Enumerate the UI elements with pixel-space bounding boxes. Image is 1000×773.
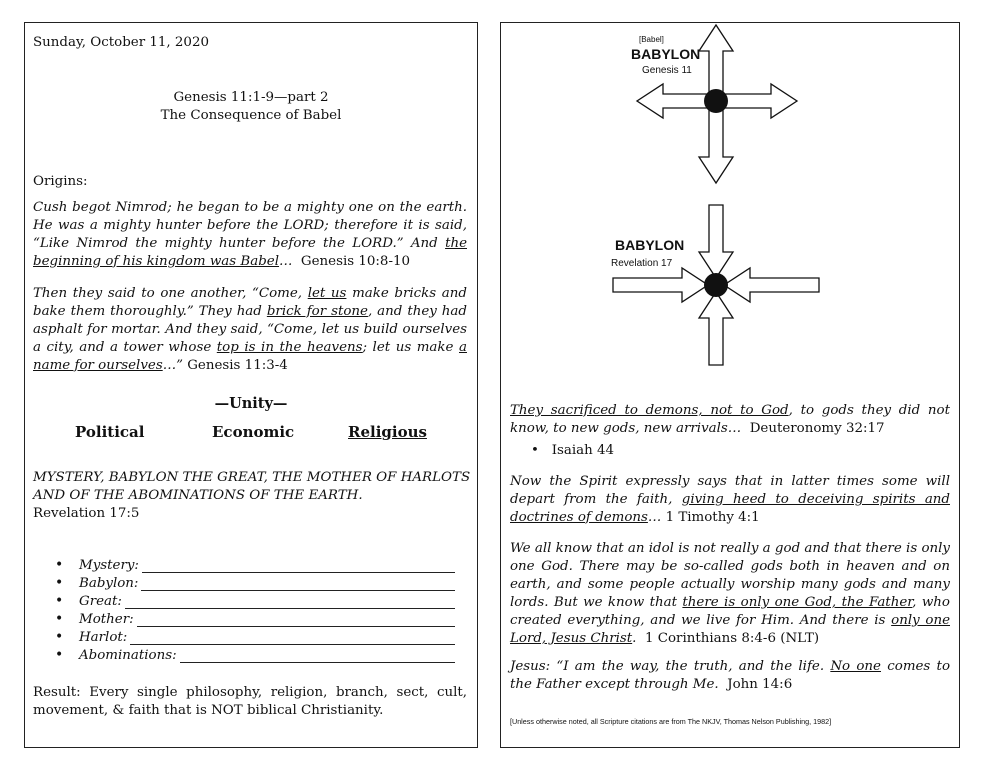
mystery-quote: MYSTERY, BABYLON THE GREAT, THE MOTHER OF HARLOTS AND OF THE ABOMINATIONS OF THE EARTH. <box>33 470 471 503</box>
sermon-title <box>25 89 477 125</box>
quote-text: Now the Spirit expressly says that in latter times some will depart from the faith, <box>510 474 950 507</box>
quote-underlined: let us <box>307 286 347 301</box>
scripture-ref: Genesis 10:8-10 <box>300 254 411 269</box>
corinthians-quote <box>510 540 950 648</box>
origins-quote-1 <box>33 199 467 271</box>
mystery-ref: Revelation 17:5 <box>33 506 140 521</box>
fill-in-label: Babylon: <box>79 576 139 591</box>
quote-underlined: brick for stone <box>266 304 368 319</box>
quote-underlined: giving heed to deceiving spirits and doctrines of demons <box>510 492 950 525</box>
unity-heading: —Unity— <box>214 395 288 412</box>
quote-text: , and they had asphalt for mortar. And they said, “Come, let us build ourselves a city, and a tower whose <box>33 304 467 355</box>
fill-in-label: Harlot: <box>79 630 128 645</box>
category-political: Political <box>75 423 145 441</box>
result-statement: Result: Every single philosophy, religion, branch, sect, cult, movement, & faith that is NOT biblical Christianity. <box>33 685 467 718</box>
fill-in-label: Mother: <box>79 612 134 627</box>
right-page <box>500 22 960 748</box>
scripture-ref: Genesis 11:3-4 <box>187 358 288 373</box>
quote-text: Then they said to one another, “Come, <box>33 286 308 301</box>
bullet-icon: • <box>55 593 64 609</box>
diagram1-title: BABYLON <box>631 46 701 62</box>
center-dot-icon <box>704 273 728 297</box>
bullet-icon: • <box>55 629 64 645</box>
quote-text: … <box>279 254 293 269</box>
quote-underlined: top is in the heavens <box>216 340 363 355</box>
quote-text: make bricks and bake them thoroughly.” They had <box>33 286 467 319</box>
origins-quote-2 <box>33 285 467 375</box>
fill-in-blank[interactable] <box>180 648 455 663</box>
arrow-right-inward-icon <box>613 268 708 302</box>
arrow-left-inward-icon <box>724 268 819 302</box>
babylon-diagram <box>501 23 959 393</box>
title-subtitle: The Consequence of Babel <box>160 108 342 123</box>
category-economic: Economic <box>212 423 295 441</box>
arrow-right-icon <box>724 84 797 118</box>
quote-text: , to gods they did not know, to new gods, new arrivals… <box>510 403 950 436</box>
fill-in-blank[interactable] <box>141 576 455 591</box>
quote-underlined: the beginning of his kingdom was Babel <box>33 236 467 269</box>
quote-text: Cush begot Nimrod; he began to be a mighty one on the earth. He was a mighty hunter before the LORD; therefore it is said, “Like Nimrod the mighty hunter before the LORD.” And <box>33 200 467 251</box>
fill-in-list <box>55 555 455 663</box>
diagram1-babel-label: [Babel] <box>639 35 664 44</box>
fill-in-item <box>55 573 455 591</box>
scripture-ref: Deuteronomy 32:17 <box>749 421 885 436</box>
center-dot-icon <box>704 89 728 113</box>
john-quote <box>510 658 950 694</box>
quote-text: …” <box>162 358 183 373</box>
bullet-icon: • <box>55 557 64 573</box>
fill-in-label: Mystery: <box>79 558 139 573</box>
quote-text: … <box>647 510 662 525</box>
origins-heading: Origins: <box>33 174 88 189</box>
date-line: Sunday, October 11, 2020 <box>33 35 209 50</box>
quote-underlined: only one Lord, Jesus Christ <box>510 613 950 646</box>
diagram2-ref: Revelation 17 <box>611 258 673 269</box>
bullet-icon: • <box>531 443 539 458</box>
bullet-icon: • <box>55 611 64 627</box>
fill-in-label: Great: <box>79 594 122 609</box>
arrow-down-inward-icon <box>699 205 733 278</box>
quote-text: . <box>632 631 637 646</box>
diagram2-title: BABYLON <box>615 237 685 253</box>
scripture-ref: 1 Corinthians 8:4-6 (NLT) <box>644 631 820 646</box>
fill-in-item <box>55 627 455 645</box>
quote-underlined: They sacrificed to demons, not to God <box>510 403 789 418</box>
quote-underlined: there is only one God, the Father <box>682 595 913 610</box>
fill-in-blank[interactable] <box>130 630 455 645</box>
fill-in-item <box>55 609 455 627</box>
title-scripture: Genesis 11:1-9—part 2 <box>173 90 329 105</box>
arrow-up-icon <box>699 25 733 93</box>
fill-in-item <box>55 591 455 609</box>
quote-underlined: a name for ourselves <box>33 340 467 373</box>
quote-text: We all know that an idol is not really a god and that there is only one God. There may be so-called gods both in heaven and on earth, and some people actually worship many gods and many lords. But we know that <box>510 541 950 610</box>
fill-in-label: Abominations: <box>79 648 177 663</box>
isaiah-bullet <box>531 443 614 458</box>
quote-text: ; let us make <box>362 340 459 355</box>
scripture-ref: John 14:6 <box>727 677 793 692</box>
deuteronomy-quote <box>510 402 950 438</box>
fill-in-blank[interactable] <box>125 594 455 609</box>
bullet-icon: • <box>55 647 64 663</box>
bullet-icon: • <box>55 575 64 591</box>
fill-in-item <box>55 645 455 663</box>
left-page <box>24 22 478 748</box>
fill-in-blank[interactable] <box>137 612 455 627</box>
fill-in-item <box>55 555 455 573</box>
category-religious: Religious <box>348 423 427 441</box>
citation-footnote: [Unless otherwise noted, all Scripture citations are from The NKJV, Thomas Nelson Publishing, 1982] <box>510 717 832 726</box>
scripture-ref: 1 Timothy 4:1 <box>665 510 760 525</box>
quote-text: comes to the Father except through Me. <box>510 659 951 692</box>
arrow-up-inward-icon <box>699 292 733 365</box>
timothy-quote <box>510 473 950 527</box>
quote-text: , who created everything, and we live for Him. And there is <box>510 595 950 628</box>
fill-in-blank[interactable] <box>142 558 455 573</box>
diagram1-ref: Genesis 11 <box>642 65 692 76</box>
quote-text: Jesus: “I am the way, the truth, and the life. <box>510 659 831 674</box>
quote-underlined: No one <box>830 659 881 674</box>
bullet-text: Isaiah 44 <box>551 443 615 458</box>
arrow-down-icon <box>699 109 733 183</box>
arrow-left-icon <box>637 84 708 118</box>
